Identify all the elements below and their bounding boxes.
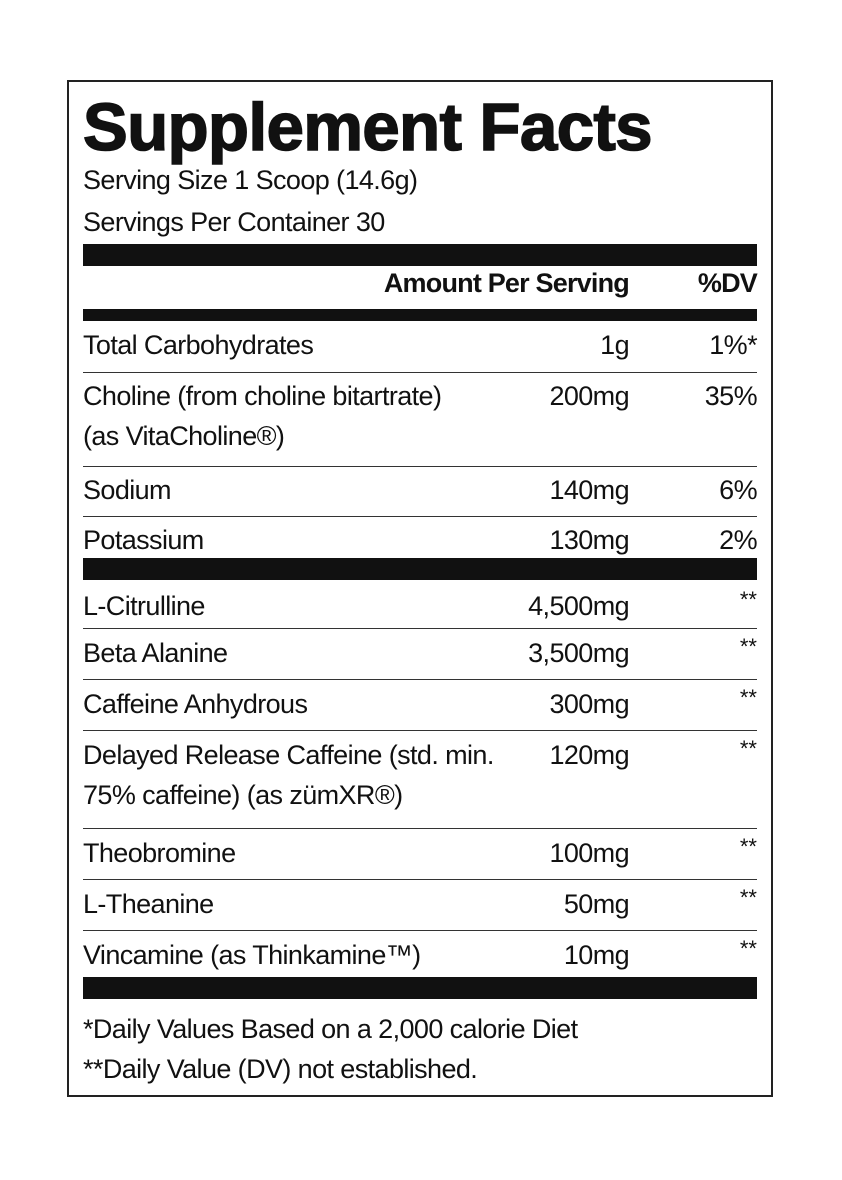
nutrient-row	[83, 468, 757, 517]
ingredient-row	[83, 933, 757, 977]
ingredient-row	[83, 584, 757, 629]
ingredient-amount: 50mg	[563, 889, 629, 919]
ingredient-name: Delayed Release Caffeine (std. min. 75% caffeine) (as zümXR®)	[83, 740, 494, 810]
nutrient-dv: 2%	[719, 525, 757, 555]
header-divider-bar	[83, 309, 757, 321]
nutrient-row	[83, 323, 757, 373]
column-header-row	[83, 266, 757, 304]
ingredient-amount: 10mg	[563, 940, 629, 970]
nutrient-amount: 200mg	[549, 381, 629, 411]
ingredient-row	[83, 831, 757, 880]
ingredient-dv: **	[739, 587, 757, 612]
footnote-daily-values: *Daily Values Based on a 2,000 calorie Diet	[83, 1014, 578, 1044]
panel-title: Supplement Facts	[83, 90, 653, 165]
ingredient-dv: **	[739, 736, 757, 761]
bottom-divider-bar	[83, 977, 757, 999]
nutrient-amount: 130mg	[549, 525, 629, 555]
ingredient-amount: 100mg	[549, 838, 629, 868]
panel-content	[83, 82, 757, 1095]
ingredient-row	[83, 882, 757, 931]
ingredient-name: L-Citrulline	[83, 591, 205, 621]
nutrient-divider-bar	[83, 558, 757, 580]
ingredient-dv: **	[739, 936, 757, 961]
ingredient-row	[83, 682, 757, 731]
nutrient-amount: 140mg	[549, 475, 629, 505]
nutrient-dv: 1%*	[709, 330, 757, 360]
ingredient-name: Vincamine (as Thinkamine™)	[83, 940, 421, 970]
ingredient-dv: **	[739, 685, 757, 710]
nutrient-amount: 1g	[600, 330, 629, 360]
nutrient-name: Choline (from choline bitartrate) (as VitaCholine®)	[83, 381, 442, 451]
daily-value-header: %DV	[697, 268, 757, 298]
nutrient-row	[83, 518, 757, 558]
ingredient-amount: 4,500mg	[528, 591, 629, 621]
nutrient-name: Potassium	[83, 525, 204, 555]
ingredient-amount: 300mg	[549, 689, 629, 719]
amount-per-serving-header: Amount Per Serving	[383, 268, 629, 298]
ingredient-row	[83, 733, 757, 829]
nutrient-row	[83, 374, 757, 467]
nutrient-name: Total Carbohydrates	[83, 330, 314, 360]
serving-size: Serving Size 1 Scoop (14.6g)	[83, 165, 418, 195]
ingredient-name: Beta Alanine	[83, 638, 228, 668]
ingredient-name: L-Theanine	[83, 889, 214, 919]
ingredient-dv: **	[739, 834, 757, 859]
ingredient-row	[83, 631, 757, 680]
ingredient-amount: 3,500mg	[528, 638, 629, 668]
supplement-facts-panel	[67, 80, 773, 1097]
ingredient-amount: 120mg	[549, 740, 629, 770]
nutrient-name: Sodium	[83, 475, 171, 505]
nutrient-dv: 6%	[719, 475, 757, 505]
ingredient-name: Theobromine	[83, 838, 236, 868]
top-divider-bar	[83, 244, 757, 266]
footnote-not-established: **Daily Value (DV) not established.	[83, 1054, 478, 1084]
servings-per-container: Servings Per Container 30	[83, 207, 385, 237]
ingredient-name: Caffeine Anhydrous	[83, 689, 308, 719]
ingredient-dv: **	[739, 634, 757, 659]
nutrient-dv: 35%	[704, 381, 757, 411]
ingredient-dv: **	[739, 885, 757, 910]
